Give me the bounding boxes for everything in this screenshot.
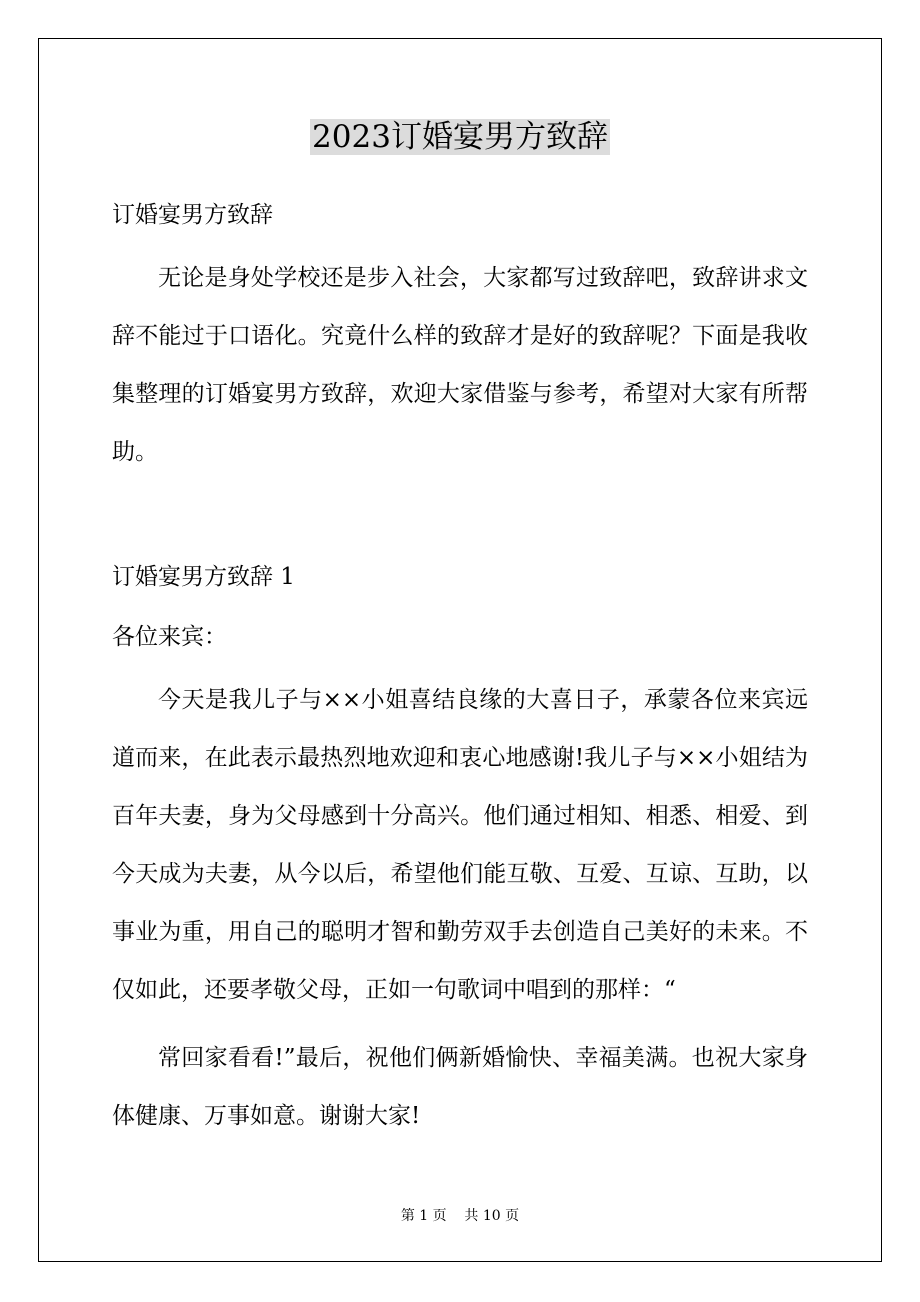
section-heading: 订婚宴男方致辞 1 bbox=[112, 564, 295, 590]
page-number: 第 1 页 共 10 页 bbox=[400, 1208, 520, 1224]
document-title bbox=[0, 112, 920, 162]
document-subtitle: 订婚宴男方致辞 bbox=[112, 202, 273, 228]
document-title-text: 2023订婚宴男方致辞 bbox=[312, 119, 608, 155]
intro-paragraph: 无论是身处学校还是步入社会，大家都写过致辞吧，致辞讲求文辞不能过于口语化。究竟什么样的致辞才是好的致辞呢？下面是我收集整理的订婚宴男方致辞，欢迎大家借鉴与参考，希望对大家有所帮助。 bbox=[112, 265, 808, 465]
body-paragraph-1: 今天是我儿子与××小姐喜结良缘的大喜日子，承蒙各位来宾远道而来，在此表示最热烈地欢迎和衷心地感谢!我儿子与××小姐结为百年夫妻，身为父母感到十分高兴。他们通过相知、相悉、相爱、到今天成为夫妻，从今以后，希望他们能互敬、互爱、互谅、互助，以事业为重，用自己的聪明才智和勤劳双手去创造自己美好的未来。不仅如此，还要孝敬父母，正如一句歌词中唱到的那样：“ bbox=[112, 687, 808, 1003]
body-paragraph-2: 常回家看看!”最后，祝他们俩新婚愉快、幸福美满。也祝大家身体健康、万事如意。谢谢大家! bbox=[112, 1045, 808, 1129]
page-footer bbox=[0, 1205, 920, 1227]
greeting: 各位来宾： bbox=[112, 624, 227, 650]
